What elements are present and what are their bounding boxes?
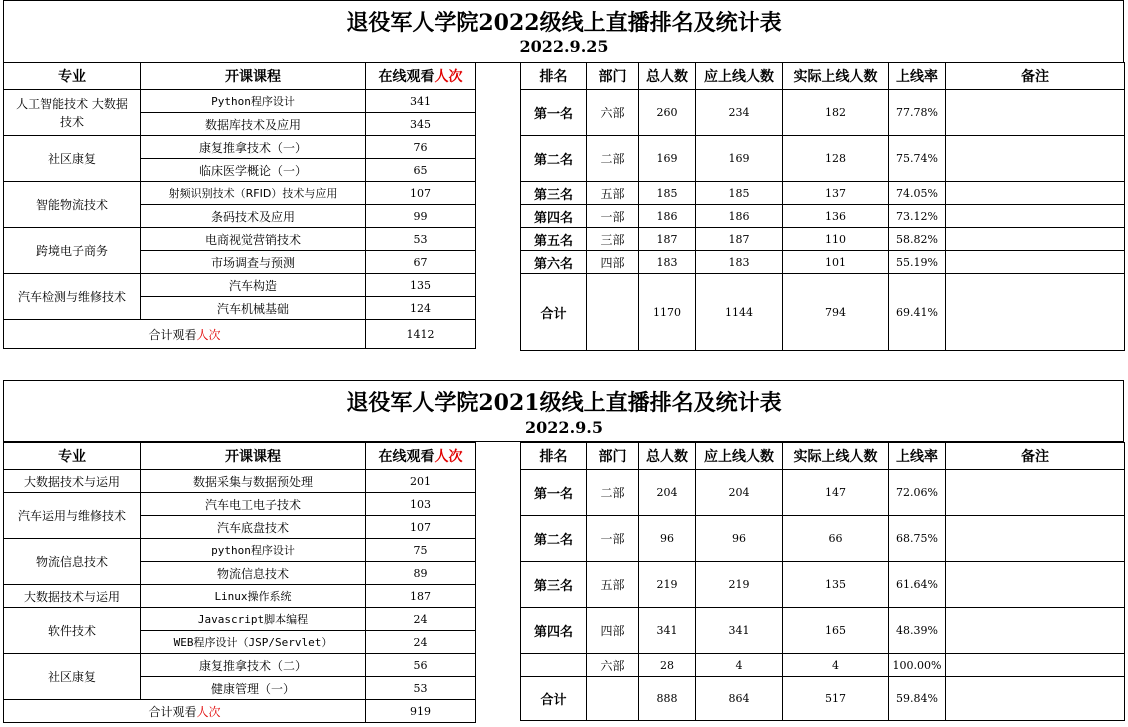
views-cell: 67 xyxy=(366,251,476,274)
total-cell: 219 xyxy=(639,562,696,608)
rank-cell: 第三名 xyxy=(521,182,587,205)
total-cell: 186 xyxy=(639,205,696,228)
actual-cell: 182 xyxy=(783,90,889,136)
views-cell: 103 xyxy=(366,493,476,516)
major-cell: 软件技术 xyxy=(4,608,141,654)
dept-cell: 六部 xyxy=(587,90,639,136)
views-cell: 76 xyxy=(366,136,476,159)
rate-cell: 55.19% xyxy=(889,251,946,274)
major-cell: 社区康复 xyxy=(4,136,141,182)
major-cell: 社区康复 xyxy=(4,654,141,700)
sum-expected: 1144 xyxy=(696,274,783,351)
course-cell: 条码技术及应用 xyxy=(141,205,366,228)
expected-cell: 4 xyxy=(696,654,783,677)
dept-cell: 一部 xyxy=(587,516,639,562)
rank-cell xyxy=(521,654,587,677)
major-cell: 大数据技术与运用 xyxy=(4,585,141,608)
expected-cell: 169 xyxy=(696,136,783,182)
header-dept: 部门 xyxy=(587,443,639,470)
course-cell: 汽车构造 xyxy=(141,274,366,297)
sum-dept-cell xyxy=(587,677,639,721)
total-views-label: 合计观看人次 xyxy=(4,700,366,723)
course-cell: 数据采集与数据预处理 xyxy=(141,470,366,493)
expected-cell: 187 xyxy=(696,228,783,251)
header-major: 专业 xyxy=(4,63,141,90)
total-cell: 260 xyxy=(639,90,696,136)
actual-cell: 4 xyxy=(783,654,889,677)
course-cell: 射频识别技术（RFID）技术与应用 xyxy=(141,182,366,205)
course-cell: 康复推拿技术（二） xyxy=(141,654,366,677)
major-cell: 物流信息技术 xyxy=(4,539,141,585)
total-cell: 341 xyxy=(639,608,696,654)
views-cell: 65 xyxy=(366,159,476,182)
header-rank: 排名 xyxy=(521,443,587,470)
course-cell: Linux操作系统 xyxy=(141,585,366,608)
section-1-rank-table xyxy=(520,62,1125,351)
views-cell: 89 xyxy=(366,562,476,585)
actual-cell: 66 xyxy=(783,516,889,562)
rank-cell: 第二名 xyxy=(521,136,587,182)
views-cell: 53 xyxy=(366,677,476,700)
total-views-label: 合计观看人次 xyxy=(4,320,366,349)
header-views: 在线观看人次 xyxy=(366,443,476,470)
header-views: 在线观看人次 xyxy=(366,63,476,90)
dept-cell: 五部 xyxy=(587,562,639,608)
note-cell xyxy=(946,182,1125,205)
header-course: 开课课程 xyxy=(141,63,366,90)
course-cell: 物流信息技术 xyxy=(141,562,366,585)
rate-cell: 58.82% xyxy=(889,228,946,251)
views-cell: 187 xyxy=(366,585,476,608)
note-cell xyxy=(946,608,1125,654)
total-cell: 96 xyxy=(639,516,696,562)
header-rate: 上线率 xyxy=(889,443,946,470)
header-major: 专业 xyxy=(4,443,141,470)
header-dept: 部门 xyxy=(587,63,639,90)
rate-cell: 77.78% xyxy=(889,90,946,136)
sum-actual: 517 xyxy=(783,677,889,721)
course-cell: Python程序设计 xyxy=(141,90,366,113)
views-cell: 341 xyxy=(366,90,476,113)
header-expected: 应上线人数 xyxy=(696,63,783,90)
dept-cell: 四部 xyxy=(587,251,639,274)
course-cell: Javascript脚本编程 xyxy=(141,608,366,631)
rate-cell: 73.12% xyxy=(889,205,946,228)
actual-cell: 110 xyxy=(783,228,889,251)
sum-total: 1170 xyxy=(639,274,696,351)
views-cell: 345 xyxy=(366,113,476,136)
rate-cell: 75.74% xyxy=(889,136,946,182)
rank-cell: 第六名 xyxy=(521,251,587,274)
expected-cell: 183 xyxy=(696,251,783,274)
note-cell xyxy=(946,516,1125,562)
rate-cell: 68.75% xyxy=(889,516,946,562)
course-cell: WEB程序设计（JSP/Servlet） xyxy=(141,631,366,654)
expected-cell: 185 xyxy=(696,182,783,205)
rank-cell: 第三名 xyxy=(521,562,587,608)
section-2-course-table xyxy=(3,442,476,723)
actual-cell: 137 xyxy=(783,182,889,205)
section-1-title: 退役军人学院2022级线上直播排名及统计表 xyxy=(346,10,782,36)
expected-cell: 219 xyxy=(696,562,783,608)
header-actual: 实际上线人数 xyxy=(783,443,889,470)
header-rank: 排名 xyxy=(521,63,587,90)
header-note: 备注 xyxy=(946,443,1125,470)
rate-cell: 72.06% xyxy=(889,470,946,516)
section-2-title: 退役军人学院2021级线上直播排名及统计表 xyxy=(346,390,782,416)
dept-cell: 三部 xyxy=(587,228,639,251)
header-actual: 实际上线人数 xyxy=(783,63,889,90)
views-cell: 56 xyxy=(366,654,476,677)
views-cell: 201 xyxy=(366,470,476,493)
major-cell: 汽车检测与维修技术 xyxy=(4,274,141,320)
header-expected: 应上线人数 xyxy=(696,443,783,470)
note-cell xyxy=(946,251,1125,274)
sum-dept-cell xyxy=(587,274,639,351)
expected-cell: 341 xyxy=(696,608,783,654)
actual-cell: 147 xyxy=(783,470,889,516)
note-cell xyxy=(946,205,1125,228)
course-cell: 康复推拿技术（一） xyxy=(141,136,366,159)
actual-cell: 135 xyxy=(783,562,889,608)
course-cell: 汽车电工电子技术 xyxy=(141,493,366,516)
rate-cell: 61.64% xyxy=(889,562,946,608)
note-cell xyxy=(946,136,1125,182)
views-cell: 99 xyxy=(366,205,476,228)
note-cell xyxy=(946,470,1125,516)
dept-cell: 一部 xyxy=(587,205,639,228)
sum-label: 合计 xyxy=(521,677,587,721)
sum-total: 888 xyxy=(639,677,696,721)
views-cell: 53 xyxy=(366,228,476,251)
dept-cell: 五部 xyxy=(587,182,639,205)
views-cell: 24 xyxy=(366,608,476,631)
sum-rate: 69.41% xyxy=(889,274,946,351)
course-cell: python程序设计 xyxy=(141,539,366,562)
note-cell xyxy=(946,654,1125,677)
total-cell: 28 xyxy=(639,654,696,677)
total-views-value: 919 xyxy=(366,700,476,723)
header-total: 总人数 xyxy=(639,443,696,470)
dept-cell: 四部 xyxy=(587,608,639,654)
course-cell: 汽车机械基础 xyxy=(141,297,366,320)
rank-cell: 第四名 xyxy=(521,205,587,228)
section-2-date: 2022.9.5 xyxy=(525,418,603,437)
expected-cell: 234 xyxy=(696,90,783,136)
note-cell xyxy=(946,90,1125,136)
total-cell: 204 xyxy=(639,470,696,516)
rate-cell: 74.05% xyxy=(889,182,946,205)
note-cell xyxy=(946,562,1125,608)
note-cell xyxy=(946,228,1125,251)
views-cell: 75 xyxy=(366,539,476,562)
major-cell: 汽车运用与维修技术 xyxy=(4,493,141,539)
views-cell: 107 xyxy=(366,182,476,205)
dept-cell: 六部 xyxy=(587,654,639,677)
actual-cell: 136 xyxy=(783,205,889,228)
section-2-rank-table xyxy=(520,442,1125,721)
total-views-value: 1412 xyxy=(366,320,476,349)
rank-cell: 第五名 xyxy=(521,228,587,251)
expected-cell: 204 xyxy=(696,470,783,516)
rank-cell: 第一名 xyxy=(521,90,587,136)
course-cell: 临床医学概论（一） xyxy=(141,159,366,182)
section-1-date: 2022.9.25 xyxy=(519,37,609,56)
note-cell xyxy=(946,677,1125,721)
total-cell: 187 xyxy=(639,228,696,251)
total-cell: 185 xyxy=(639,182,696,205)
course-cell: 健康管理（一） xyxy=(141,677,366,700)
major-cell: 大数据技术与运用 xyxy=(4,470,141,493)
expected-cell: 186 xyxy=(696,205,783,228)
dept-cell: 二部 xyxy=(587,470,639,516)
sum-expected: 864 xyxy=(696,677,783,721)
major-cell: 智能物流技术 xyxy=(4,182,141,228)
sum-actual: 794 xyxy=(783,274,889,351)
sum-rate: 59.84% xyxy=(889,677,946,721)
rank-cell: 第二名 xyxy=(521,516,587,562)
course-cell: 数据库技术及应用 xyxy=(141,113,366,136)
total-cell: 169 xyxy=(639,136,696,182)
dept-cell: 二部 xyxy=(587,136,639,182)
rate-cell: 100.00% xyxy=(889,654,946,677)
views-cell: 135 xyxy=(366,274,476,297)
sum-label: 合计 xyxy=(521,274,587,351)
section-1-course-table xyxy=(3,62,476,349)
header-course: 开课课程 xyxy=(141,443,366,470)
header-note: 备注 xyxy=(946,63,1125,90)
note-cell xyxy=(946,274,1125,351)
actual-cell: 101 xyxy=(783,251,889,274)
views-cell: 124 xyxy=(366,297,476,320)
actual-cell: 128 xyxy=(783,136,889,182)
actual-cell: 165 xyxy=(783,608,889,654)
total-cell: 183 xyxy=(639,251,696,274)
rank-cell: 第一名 xyxy=(521,470,587,516)
header-total: 总人数 xyxy=(639,63,696,90)
views-cell: 107 xyxy=(366,516,476,539)
expected-cell: 96 xyxy=(696,516,783,562)
header-rate: 上线率 xyxy=(889,63,946,90)
major-cell: 跨境电子商务 xyxy=(4,228,141,274)
course-cell: 汽车底盘技术 xyxy=(141,516,366,539)
course-cell: 电商视觉营销技术 xyxy=(141,228,366,251)
rate-cell: 48.39% xyxy=(889,608,946,654)
rank-cell: 第四名 xyxy=(521,608,587,654)
views-cell: 24 xyxy=(366,631,476,654)
course-cell: 市场调查与预测 xyxy=(141,251,366,274)
major-cell: 人工智能技术 大数据技术 xyxy=(4,90,141,136)
